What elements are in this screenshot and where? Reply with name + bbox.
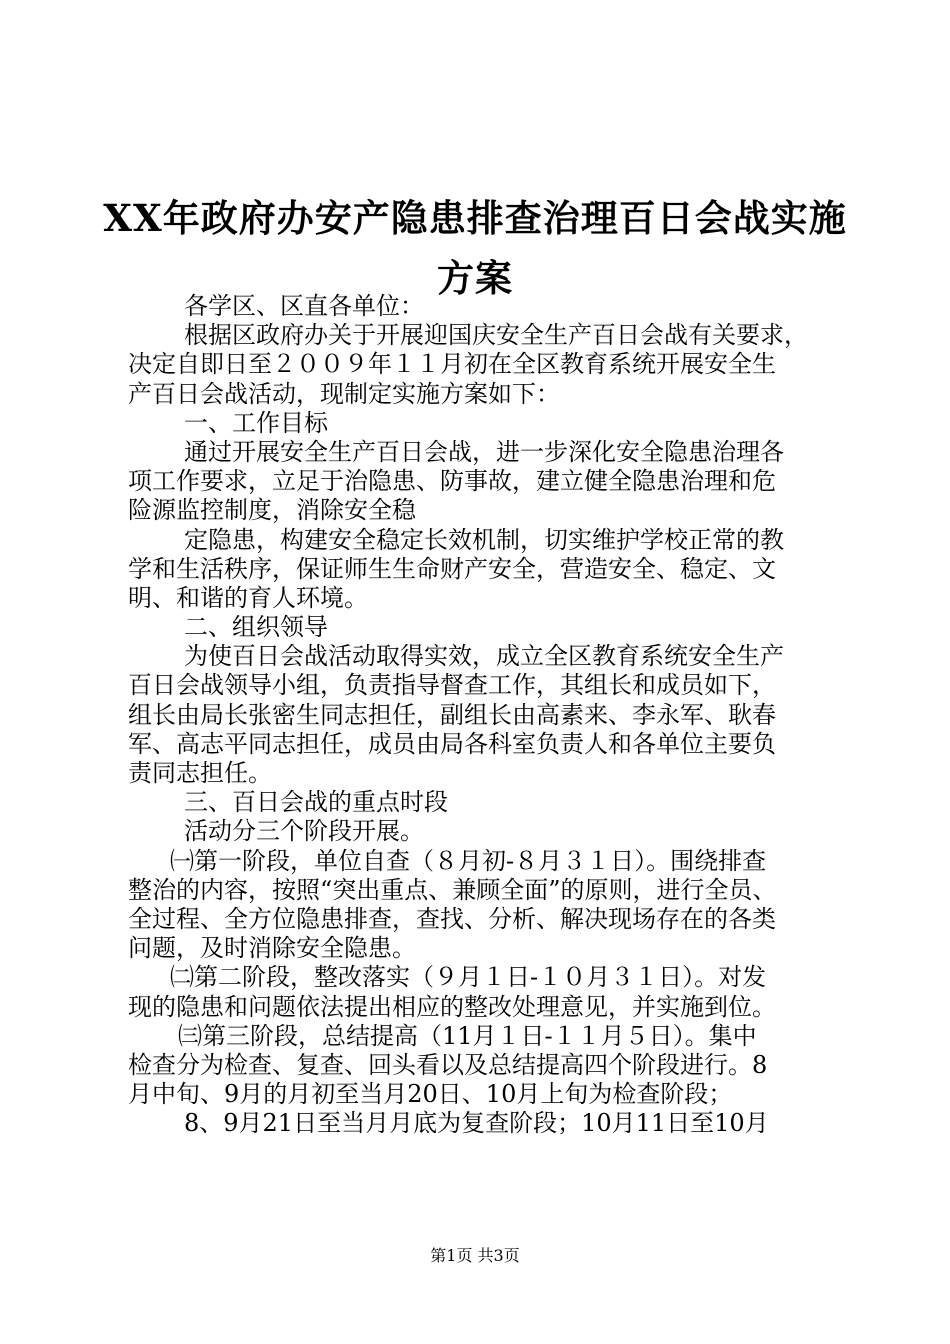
body-line: 月中旬、9月的月初至当月20日、10月上旬为检查阶段； <box>128 1080 733 1109</box>
body-line: 问题，及时消除安全隐患。 <box>128 934 416 963</box>
body-line: 百日会战领导小组，负责指导督查工作，其组长和成员如下， <box>128 671 776 700</box>
section-heading: 二、组织领导 <box>184 613 328 642</box>
document-body <box>128 292 838 1138</box>
salutation-line: 各学区、区直各单位： <box>184 292 424 320</box>
body-line: 8、9月21日至当月月底为复查阶段；10月11日至10月 <box>184 1109 769 1138</box>
body-line: 为使百日会战活动取得实效，成立全区教育系统安全生产 <box>184 642 784 671</box>
body-line: 定隐患，构建安全稳定长效机制，切实维护学校正常的教 <box>184 525 784 554</box>
body-line: 根据区政府办关于开展迎国庆安全生产百日会战有关要求， <box>184 321 808 350</box>
body-line: 决定自即日至２００９年１１月初在全区教育系统开展安全生 <box>128 350 776 379</box>
body-line: 项工作要求，立足于治隐患、防事故，建立健全隐患治理和危 <box>128 467 776 496</box>
body-line: 产百日会战活动，现制定实施方案如下： <box>128 379 560 408</box>
page-number: 第1页 共3页 <box>430 1246 520 1265</box>
body-line: ㈢第三阶段，总结提高（11月１日-１１月５日）。集中 <box>178 1021 757 1050</box>
body-line: 军、高志平同志担任，成员由局各科室负责人和各单位主要负 <box>128 729 776 758</box>
body-line: ㈠第一阶段，单位自查（８月初-８月３１日）。围绕排查 <box>170 846 767 875</box>
body-line: 通过开展安全生产百日会战，进一步深化安全隐患治理各 <box>184 437 784 466</box>
body-line: 整治的内容，按照“突出重点、兼顾全面”的原则，进行全员、 <box>128 875 777 904</box>
section-heading: 一、工作目标 <box>184 408 328 437</box>
body-line: 活动分三个阶段开展。 <box>184 817 424 846</box>
body-line: 学和生活秩序，保证师生生命财产安全，营造安全、稳定、文 <box>128 554 776 583</box>
document-title-line-2: 方案 <box>437 256 513 300</box>
body-line: 全过程、全方位隐患排查，查找、分析、解决现场存在的各类 <box>128 904 776 933</box>
body-line: 检查分为检查、复查、回头看以及总结提高四个阶段进行。8 <box>128 1050 768 1079</box>
section-heading: 三、百日会战的重点时段 <box>184 788 448 817</box>
body-line: 责同志担任。 <box>128 759 272 787</box>
body-line: 现的隐患和问题依法提出相应的整改处理意见，并实施到位。 <box>128 992 776 1021</box>
body-line: 组长由局长张密生同志担任，副组长由高素来、李永军、耿春 <box>128 700 776 729</box>
body-line: 明、和谐的育人环境。 <box>128 583 368 612</box>
body-line: 险源监控制度，消除安全稳 <box>128 496 416 525</box>
body-line: ㈡第二阶段，整改落实（９月１日-１０月３１日）。对发 <box>170 963 767 992</box>
document-title-line-1: XX年政府办安产隐患排查治理百日会战实施 <box>103 196 847 240</box>
